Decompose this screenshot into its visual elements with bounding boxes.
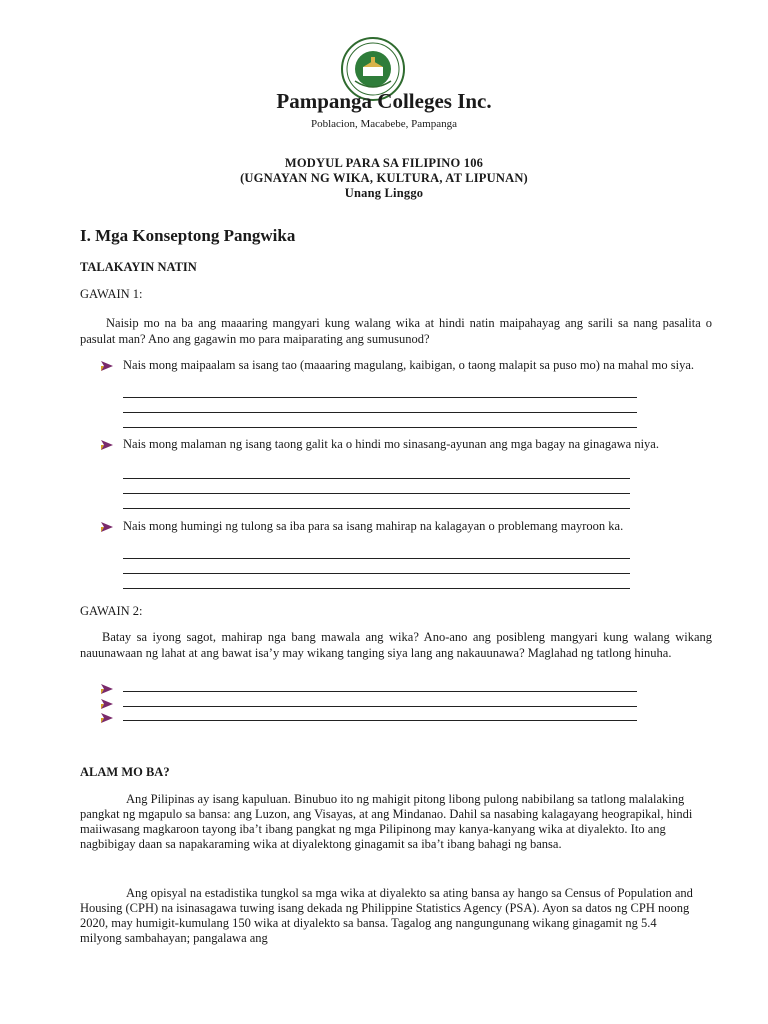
answer-line[interactable] <box>123 412 637 413</box>
school-name: Pampanga Colleges Inc. <box>276 89 492 113</box>
answer-line[interactable] <box>123 508 630 509</box>
list-item-text: Nais mong malaman ng isang taong galit ka o hindi mo sinasang-ayunan ang mga bagay na ginagawa niya. <box>123 437 659 451</box>
school-address: Poblacion, Macabebe, Pampanga <box>310 118 457 130</box>
answer-line[interactable] <box>123 720 637 721</box>
gawain2-intro: Batay sa iyong sagot, mahirap nga bang mawala ang wika? Ano-ano ang posibleng mangyari kung walang wikang nauunawaan ng lahat at ang bawat isa’y may wikang tanging siya lang ang nakauunawa? Maglahad ng tatlong hinuha. <box>80 630 712 660</box>
alam-paragraph-1: Ang Pilipinas ay isang kapuluan. Binubuo ito ng mahigit pitong libong pulong nabibilang sa tatlong malalaking pangkat ng mgapulo sa bansa: ang Luzon, ang Visayas, at ang Mindanao. Dahil sa nasabing kalagayang heograpikal, hindi maiiwasang magkaroon tayong iba’t ibang pangkat ng mga Pilipinong may kanya-kanyang wika at diyalekto. Ito ang nagbibigay daan sa napakaraming wika at diyalektong ginagamit sa iba’t ibang bahagi ng bansa. <box>80 792 693 851</box>
talakayin-heading: TALAKAYIN NATIN <box>80 260 197 274</box>
arrow-bullet-icon <box>100 712 114 724</box>
gawain1-label: GAWAIN 1: <box>80 287 143 301</box>
answer-line[interactable] <box>123 573 630 574</box>
answer-line[interactable] <box>123 493 630 494</box>
arrow-bullet-icon <box>100 439 114 451</box>
answer-line[interactable] <box>123 706 637 707</box>
arrow-bullet-icon <box>100 683 114 695</box>
answer-line[interactable] <box>123 397 637 398</box>
alam-mo-ba-heading: ALAM MO BA? <box>80 765 170 779</box>
alam-paragraph-2: Ang opisyal na estadistika tungkol sa mga wika at diyalekto sa ating bansa ay hango sa Census of Population and Housing (CPH) na isinasagawa tuwing isang dekada ng Philippine Statistics Agency (PSA). Ayon sa datos ng CPH noong 2020, may humigit-kumulang 150 wika at diyalekto sa bansa. Tagalog ang nangungunang wikang ginagamit ng 5.4 milyong sambahayan; pangalawa ang <box>80 886 693 945</box>
answer-line[interactable] <box>123 558 630 559</box>
module-subtitle: (UGNAYAN NG WIKA, KULTURA, AT LIPUNAN) <box>240 171 528 185</box>
module-week: Unang Linggo <box>344 186 424 200</box>
answer-line[interactable] <box>123 427 637 428</box>
answer-line[interactable] <box>123 478 630 479</box>
answer-line[interactable] <box>123 588 630 589</box>
list-item-text: Nais mong maipaalam sa isang tao (maaaring magulang, kaibigan, o taong malapit sa puso mo) na mahal mo siya. <box>123 358 695 372</box>
gawain1-intro: Naisip mo na ba ang maaaring mangyari kung walang wika at hindi natin maipahayag ang sarili sa nang pasalita o pasulat man? Ano ang gagawin mo para maiparating ang sumusunod? <box>80 316 712 346</box>
arrow-bullet-icon <box>100 360 114 372</box>
section-title: I. Mga Konseptong Pangwika <box>80 226 296 245</box>
arrow-bullet-icon <box>100 521 114 533</box>
answer-line[interactable] <box>123 691 637 692</box>
module-title: MODYUL PARA SA FILIPINO 106 <box>284 156 484 170</box>
arrow-bullet-icon <box>100 698 114 710</box>
list-item-text: Nais mong humingi ng tulong sa iba para sa isang mahirap na kalagayan o problemang mayroon ka. <box>123 519 624 533</box>
gawain2-label: GAWAIN 2: <box>80 604 143 618</box>
